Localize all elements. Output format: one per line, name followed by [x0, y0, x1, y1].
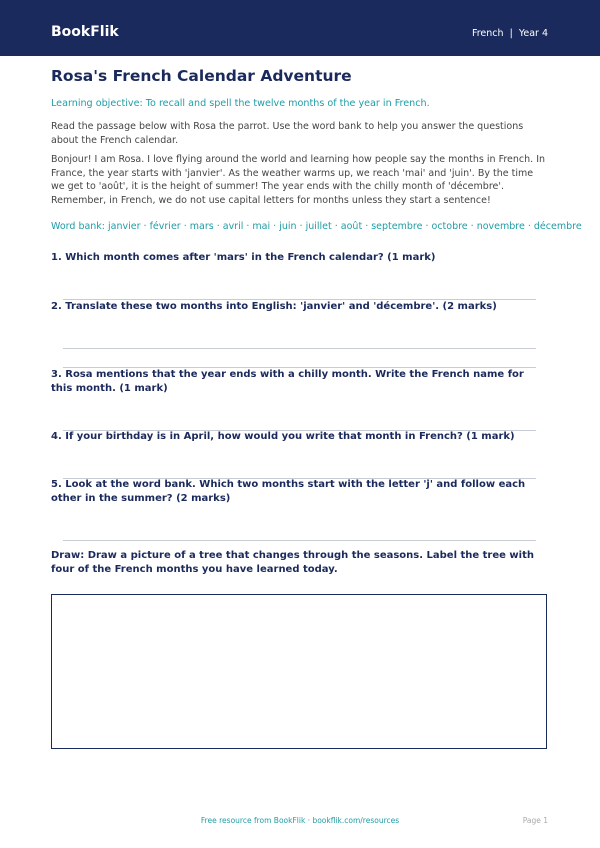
draw-task: Draw: Draw a picture of a tree that changes through the seasons. Label the tree with four of the French months you have learned today.	[51, 550, 534, 575]
drawing-area[interactable]	[51, 594, 547, 749]
passage-paragraph: Bonjour! I am Rosa. I love flying around the world and learning how people say the months in French. In France, the year starts with 'janvier'. As the weather warms up, we reach 'mai' and 'juin'. By the time we get to 'août', it is the height of summer! The year ends with the chilly month of 'décembre'. Remember, in French, we do not use capital letters for months unless they start a sentence!	[51, 154, 546, 206]
subject-year-label: French | Year 4	[471, 28, 548, 39]
answer-line[interactable]	[63, 348, 536, 349]
page-number: Page 1	[522, 816, 548, 825]
header-bar	[0, 0, 600, 56]
brand-logo: BookFlik	[51, 24, 119, 40]
footer-credit: Free resource from BookFlik · bookflik.com/resources	[200, 816, 400, 825]
learning-objective: Learning objective: To recall and spell the twelve months of the year in French.	[51, 98, 430, 109]
question-2: 2. Translate these two months into English: 'janvier' and 'décembre'. (2 marks)	[51, 301, 497, 312]
question-1: 1. Which month comes after 'mars' in the French calendar? (1 mark)	[51, 252, 436, 263]
word-bank: Word bank: janvier · février · mars · avril · mai · juin · juillet · août · septembre · octobre · novembre · décembre	[51, 221, 582, 232]
question-5: 5. Look at the word bank. Which two months start with the letter 'j' and follow each other in the summer? (2 marks)	[51, 479, 526, 504]
question-4: 4. If your birthday is in April, how would you write that month in French? (1 mark)	[51, 431, 515, 442]
question-3: 3. Rosa mentions that the year ends with a chilly month. Write the French name for this month. (1 mark)	[51, 369, 524, 394]
page-title: Rosa's French Calendar Adventure	[51, 67, 352, 85]
answer-line[interactable]	[63, 540, 536, 541]
intro-paragraph: Read the passage below with Rosa the parrot. Use the word bank to help you answer the questions about the French calendar.	[51, 121, 524, 146]
